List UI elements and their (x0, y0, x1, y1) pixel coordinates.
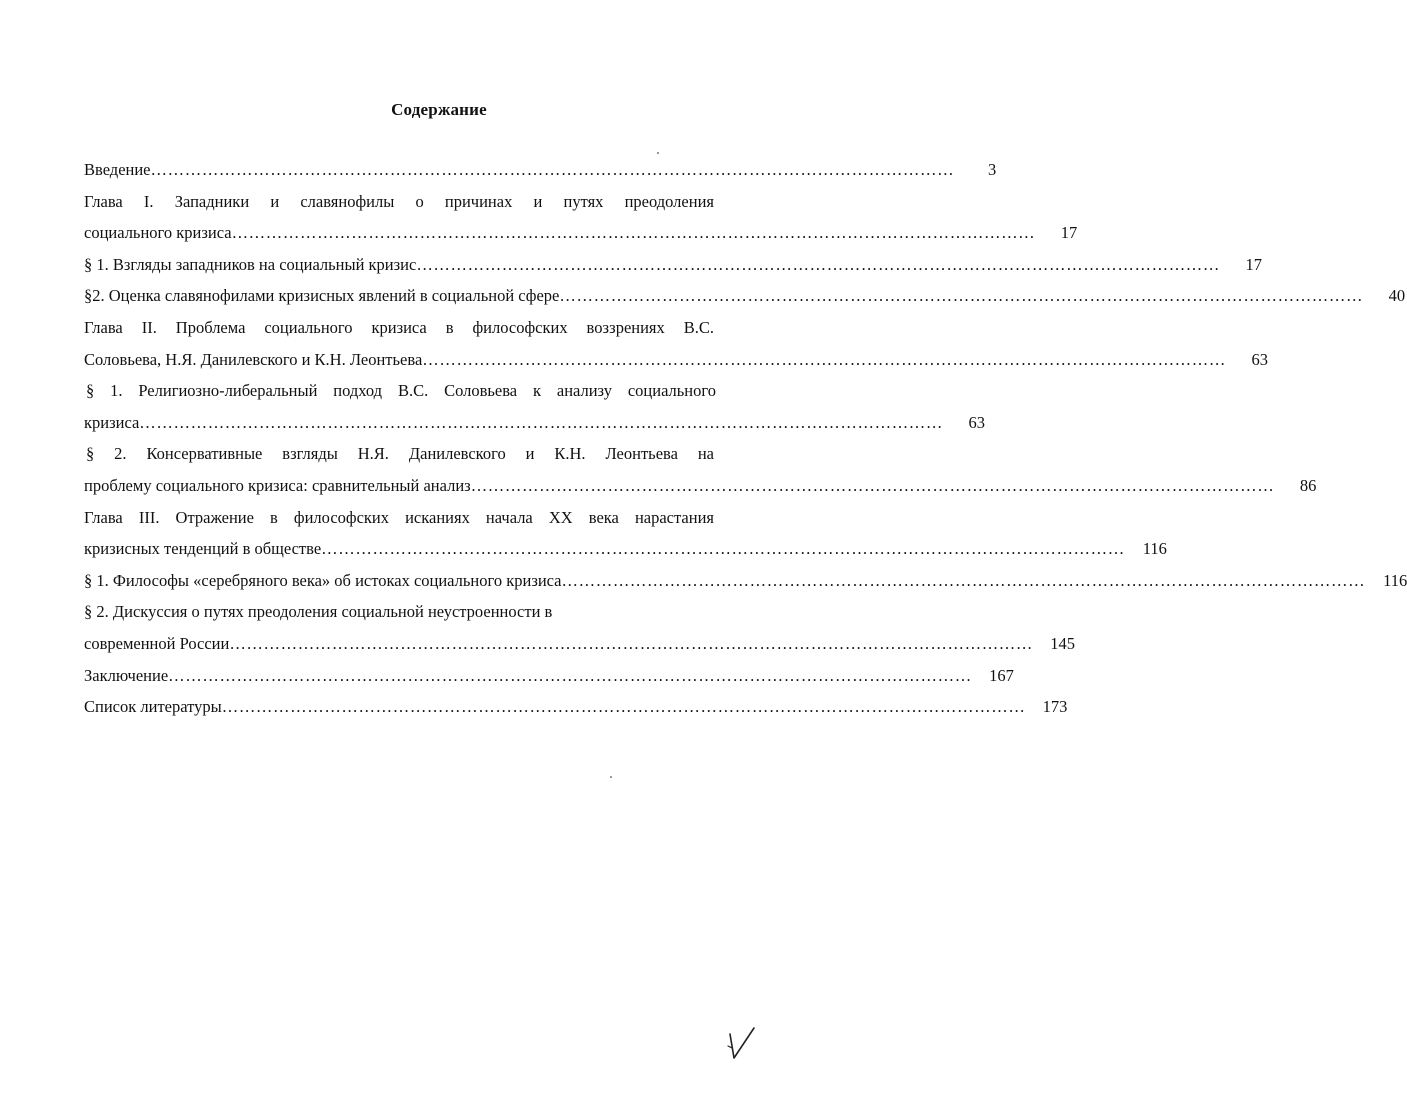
toc-page-number: 17 (1245, 254, 1263, 274)
dot-leader: …………………………………………………………………………………………………………………………… (470, 475, 1275, 495)
toc-entry-text: § 2. Консервативные взгляды Н.Я. Данилевского и К.Н. Леонтьева на (86, 444, 714, 464)
dot-leader: …………………………………………………………………………………………………………………………… (150, 160, 955, 179)
dot-leader: …………………………………………………………………………………………………………………………… (561, 570, 1366, 590)
dot-leader: …………………………………………………………………………………………………………………………… (321, 539, 1125, 559)
toc-entry (84, 284, 1406, 316)
toc-entry (84, 664, 1014, 696)
dot-leader: …………………………………………………………………………………………………………………………… (221, 697, 1026, 717)
toc-page-number: 173 (1042, 697, 1068, 717)
toc-entry-text: § 1. Взгляды западников на социальный кризис (84, 254, 417, 274)
toc-entry-text: Глава III. Отражение в философских исканиях начала XX века нарастания (84, 507, 714, 527)
dot-leader: …………………………………………………………………………………………………………………………… (422, 349, 1226, 369)
signature-stroke (730, 1028, 754, 1058)
dot-leader: …………………………………………………………………………………………………………………………… (231, 223, 1036, 243)
toc-entry-continuation (84, 474, 1317, 506)
dot-leader: …………………………………………………………………………………………………………………………… (168, 665, 972, 685)
toc-entry-text: §2. Оценка славянофилами кризисных явлений в социальной сфере (84, 286, 560, 306)
toc-entry (84, 379, 758, 411)
toc-entry-continuation (84, 221, 1078, 253)
dot-leader: …………………………………………………………………………………………………………………………… (416, 254, 1221, 274)
toc-entry (84, 569, 1407, 601)
toc-entry-text: Заключение (84, 665, 169, 685)
page-title: Содержание (391, 100, 487, 119)
dot-leader: …………………………………………………………………………………………………………………………… (139, 412, 943, 432)
toc-entry-text: Введение (84, 160, 151, 179)
toc-entry-text: Список литературы (84, 697, 222, 717)
toc-entry (84, 253, 1263, 285)
dot-leader: …………………………………………………………………………………………………………………………… (229, 633, 1034, 653)
toc-entry-continuation (84, 348, 1268, 380)
table-of-contents (84, 158, 1407, 727)
toc-page-number: 17 (1060, 223, 1078, 243)
toc-page-number: 145 (1050, 633, 1076, 653)
toc-entry (84, 158, 997, 190)
toc-page-number: 116 (1383, 570, 1407, 590)
toc-entry (84, 190, 758, 222)
toc-page-number: 3 (987, 160, 997, 179)
toc-entry-text: § 1. Философы «серебряного века» об истоках социального кризиса (84, 570, 562, 590)
toc-entry-text: кризисных тенденций в обществе (84, 539, 322, 559)
dot-leader: …………………………………………………………………………………………………………………………… (559, 286, 1364, 306)
toc-entry-continuation (84, 411, 985, 443)
toc-page-number: 63 (1251, 349, 1268, 369)
toc-entry-text: проблему социального кризиса: сравнительный анализ (84, 475, 471, 495)
toc-entry-text: Глава II. Проблема социального кризиса в философских воззрениях В.С. (84, 317, 714, 337)
toc-entry (84, 506, 758, 538)
toc-entry (84, 600, 758, 632)
toc-entry-text: кризиса (84, 412, 140, 432)
toc-entry-text: современной России (84, 633, 230, 653)
scan-speck (657, 152, 659, 154)
toc-page-number: 63 (968, 412, 985, 432)
toc-entry-text: социального кризиса (84, 223, 232, 243)
toc-entry (84, 442, 758, 474)
toc-entry-continuation (84, 632, 1076, 664)
toc-entry-text: Глава I. Западники и славянофилы о причинах и путях преодоления (84, 191, 714, 211)
toc-entry-text: § 1. Религиозно-либеральный подход В.С. Соловьева к анализу социального (86, 381, 716, 401)
toc-entry (84, 695, 1068, 727)
signature-mark (724, 1024, 764, 1064)
toc-entry-text: Соловьева, Н.Я. Данилевского и К.Н. Леонтьева (84, 349, 423, 369)
toc-page-number: 86 (1299, 475, 1317, 495)
toc-entry (84, 316, 758, 348)
toc-page-number: 116 (1142, 539, 1167, 559)
scan-speck (610, 776, 612, 778)
toc-entry-text: § 2. Дискуссия о путях преодоления социальной неустроенности в (84, 602, 553, 622)
toc-entry-continuation (84, 537, 1167, 569)
toc-page-number: 40 (1388, 286, 1406, 306)
toc-page-number: 167 (989, 665, 1014, 685)
